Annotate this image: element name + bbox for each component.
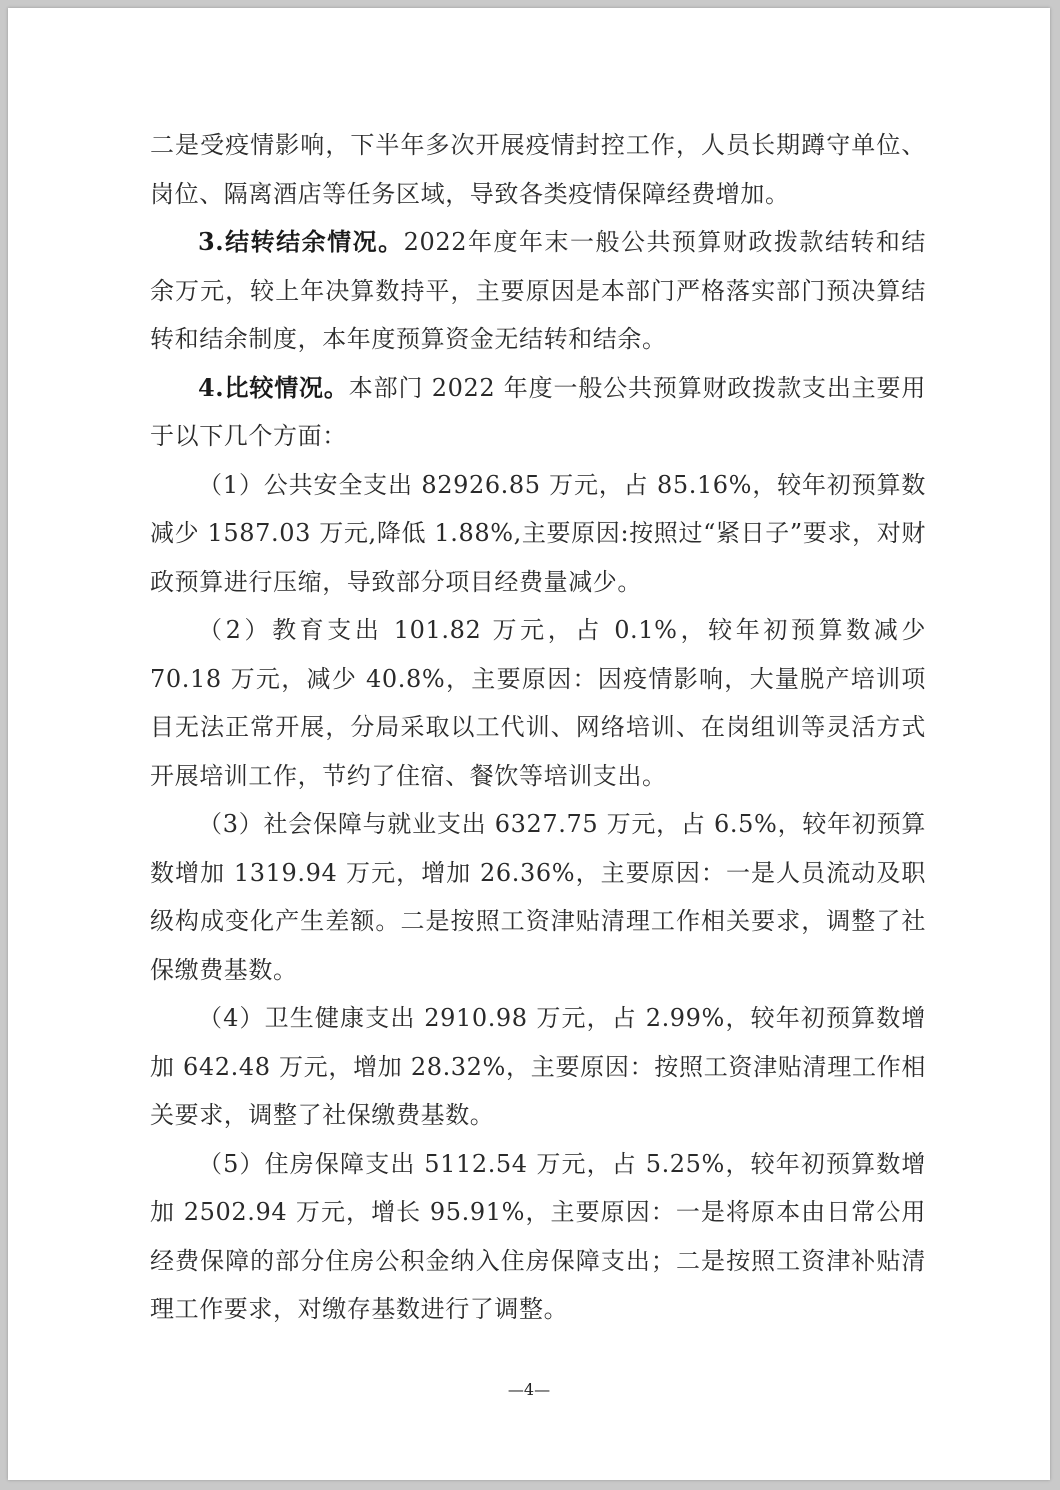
section-heading-carryover: 3.结转结余情况。 xyxy=(198,227,404,256)
paragraph-text: （5）住房保障支出 5112.54 万元，占 5.25%，较年初预算数增加 2502.94 万元，增长 95.91%，主要原因：一是将原本由日常公用经费保障的部分住房公积金纳入住房保障支出；二是按照工资津补贴清理工作要求，对缴存基数进行了调整。 xyxy=(150,1149,926,1323)
paragraph-text: （2）教育支出 101.82 万元，占 0.1%，较年初预算数减少 70.18 万元，减少 40.8%，主要原因：因疫情影响，大量脱产培训项目无法正常开展，分局采取以工代训、网络培训、在岗组训等灵活方式开展培训工作，节约了住宿、餐饮等培训支出。 xyxy=(150,616,926,790)
paragraph-text: 二是受疫情影响，下半年多次开展疫情封控工作，人员长期蹲守单位、岗位、隔离酒店等任务区域，导致各类疫情保障经费增加。 xyxy=(150,131,926,208)
list-item-health xyxy=(150,994,926,1140)
page-number: —4— xyxy=(507,1380,551,1399)
section-heading-comparison: 4.比较情况。 xyxy=(198,372,349,402)
list-item-housing xyxy=(150,1140,926,1334)
paragraph-text: 本部门 2022 年度一般公共预算财政拨款支出主要用于以下几个方面： xyxy=(150,373,926,450)
paragraph-text: （4）卫生健康支出 2910.98 万元，占 2.99%，较年初预算数增加 642.48 万元，增加 28.32%，主要原因：按照工资津贴清理工作相关要求，调整了社保缴费基数。 xyxy=(150,1004,926,1129)
paragraph-epidemic-cost xyxy=(150,121,926,218)
document-page xyxy=(8,8,1050,1480)
list-item-public-security xyxy=(150,461,926,607)
list-item-education xyxy=(150,606,926,800)
paragraph-comparison xyxy=(150,364,926,461)
document-body xyxy=(150,121,926,1334)
paragraph-text: 2022年度年末一般公共预算财政拨款结转和结余万元，较上年决算数持平，主要原因是本部门严格落实部门预决算结转和结余制度，本年度预算资金无结转和结余。 xyxy=(150,228,926,353)
paragraph-text: （1）公共安全支出 82926.85 万元，占 85.16%，较年初预算数减少 1587.03 万元,降低 1.88%,主要原因:按照过“紧日子”要求，对财政预算进行压缩，导致部分项目经费量减少。 xyxy=(150,470,926,596)
paragraph-carryover xyxy=(150,218,926,364)
list-item-social-security xyxy=(150,800,926,994)
paragraph-text: （3）社会保障与就业支出 6327.75 万元，占 6.5%，较年初预算数增加 1319.94 万元，增加 26.36%，主要原因：一是人员流动及职级构成变化产生差额。二是按照工资津贴清理工作相关要求，调整了社保缴费基数。 xyxy=(150,810,926,984)
